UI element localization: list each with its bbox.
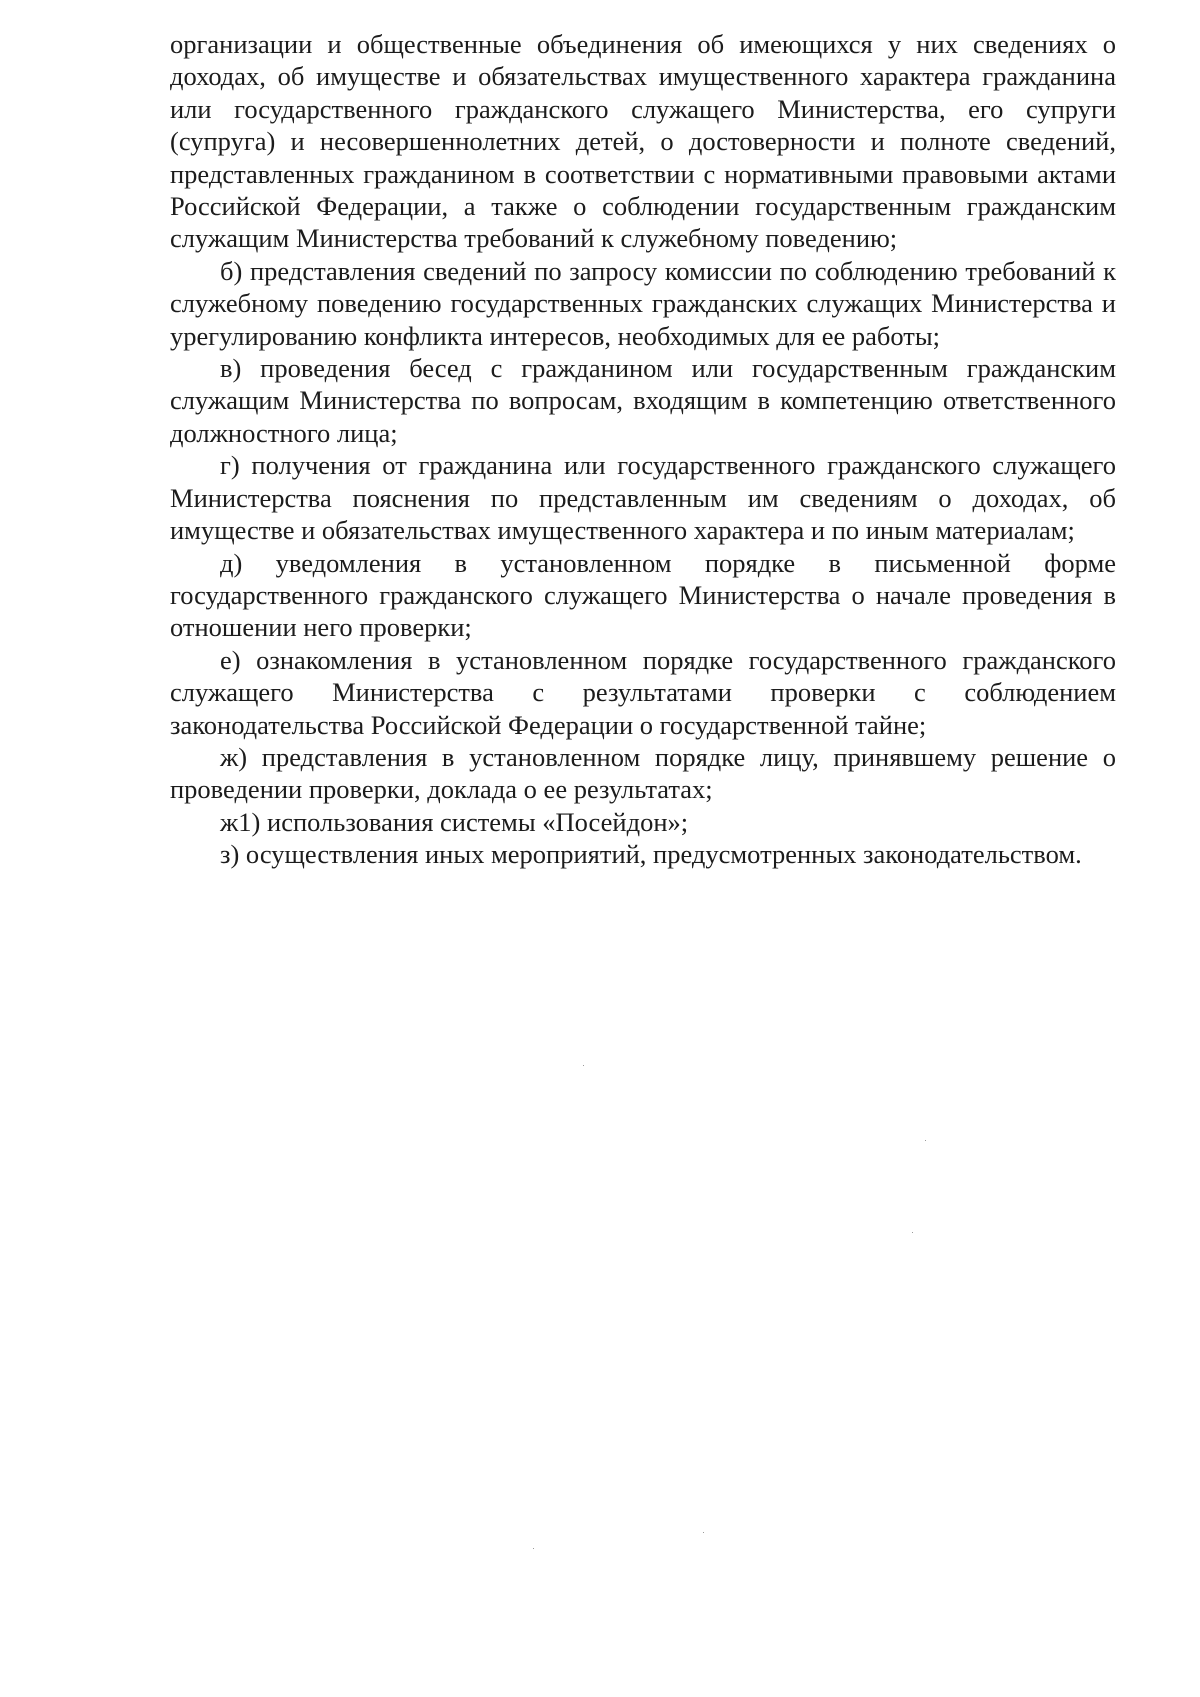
paragraph-item-zh1: ж1) использования системы «Посейдон»; [220,806,689,837]
paragraph-item-v: в) проведения бесед с гражданином или государственным гражданским служащим Министерства по вопросам, входящим в компетенцию ответственного должностного лица; [170,353,1116,448]
document-body [170,28,1116,871]
paragraph-item-b: б) представления сведений по запросу комиссии по соблюдению требований к служебному поведению государственных гражданских служащих Министерства и урегулированию конфликта интересов, необходимых для ее работы; [170,255,1116,351]
paragraph-item-g: г) получения от гражданина или государственного гражданского служащего Министерства пояснения по представленным им сведениям о доходах, об имуществе и обязательствах имущественного характера и по иным материалам; [170,450,1116,546]
paragraph-item-e: е) ознакомления в установленном порядке государственного гражданского служащего Министерства с результатами проверки с соблюдением законодательства Российской Федерации о государственной тайне; [170,644,1116,740]
scan-speck [912,1232,913,1233]
paragraph-item-d: д) уведомления в установленном порядке в письменной форме государственного гражданского служащего Министерства о начале проведения в отношении него проверки; [170,547,1116,643]
scan-speck [925,1140,926,1141]
paragraph-item-z: з) осуществления иных мероприятий, предусмотренных законодательством. [220,839,1082,870]
paragraph-continuation: организации и общественные объединения об имеющихся у них сведениях о доходах, об имуществе и обязательствах имущественного характера гражданина или государственного гражданского служащего Министерства, его супруги (супруга) и несовершеннолетних детей, о достоверности и полноте сведений, представленных гражданином в соответствии с нормативными правовыми актами Российской Федерации, а также о соблюдении государственным гражданским служащим Министерства требований к служебному поведению; [170,29,1116,254]
scan-speck [533,1548,534,1549]
scan-speck [583,1065,584,1066]
scan-speck [703,1532,704,1533]
paragraph-item-zh: ж) представления в установленном порядке лицу, принявшему решение о проведении проверки, доклада о ее результатах; [170,741,1116,805]
